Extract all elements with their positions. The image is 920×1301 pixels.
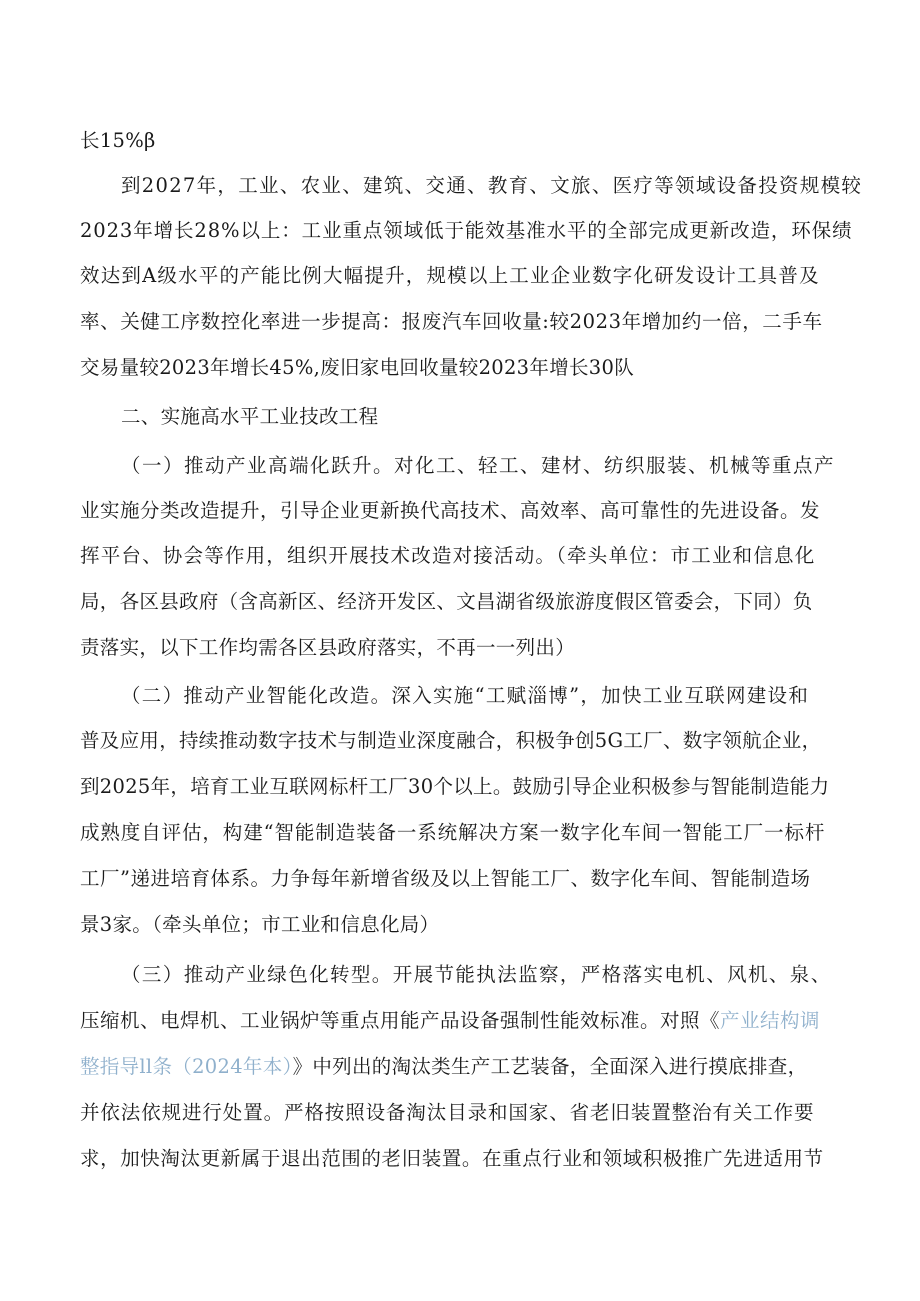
text-line [80,1054,807,1080]
text-line: 并依法依规进行处置。严格按照设备淘汰目录和国家、省老旧装置整治有关工作要 [80,1101,815,1124]
text-line: 挥平台、协会等作用，组织开展技术改造对接活动。（牵头单位：市工业和信息化 [80,544,816,567]
text-line: 普及应用，持续推动数字技术与制造业深度融合，积极争创5G工厂、数字领航企业， [80,729,822,752]
text-line: 责落实，以下工作均需各区县政府落实，不再一一列出） [80,636,576,659]
text-line: 长15%β [80,129,156,152]
paragraph-first-line: （三）推动产业绿色化转型。开展节能执法监察，严格落实电机、风机、泉、 [121,963,832,986]
section-heading: 二、实施高水平工业技改工程 [121,405,379,428]
text-line: 2023年增长28%以上：工业重点领域低于能效基准水平的全部完成更新改造，环保绩 [80,219,853,242]
text-line: 局，各区县政府（含高新区、经济开发区、文昌湖省级旅游度假区管委会，下同）负 [80,590,813,613]
text-line: 业实施分类改造提升，引导企业更新换代高技术、高效率、高可靠性的先进设备。发 [80,499,821,522]
text-segment: 》中列出的淘汰类生产工艺装备，全面深入进行摸底排查， [292,1055,808,1078]
regulation-title-link[interactable]: 产业结构调 [720,1009,821,1032]
paragraph-first-line: 到2027年，工业、农业、建筑、交通、教育、文旅、医疗等领域设备投资规模较 [121,174,863,197]
text-line: 成熟度自评估，构建“智能制造装备一系统解决方案一数字化车间一智能工厂一标杆 [80,821,826,844]
text-line: 景3家。（牵头单位；市工业和信息化局） [80,913,440,936]
paragraph-first-line: （二）推动产业智能化改造。深入实施“工赋淄博”，加快工业互联网建设和 [121,684,810,707]
text-line: 率、关健工序数控化率进一步提高：报废汽车回收量:较2023年增加约一倍，二手车 [80,310,823,333]
paragraph-first-line: （一）推动产业高端化跃升。对化工、轻工、建材、纺织服装、机械等重点产 [121,454,836,477]
text-line: 求，加快淘汰更新属于退出范围的老旧装置。在重点行业和领域积极推广先进适用节 [80,1147,824,1170]
text-line: 交易量较2023年增长45%,废旧家电回收量较2023年增长30队 [80,356,635,379]
text-segment: 压缩机、电焊机、工业锅炉等重点用能产品设备强制性能效标准。对照《 [80,1009,721,1032]
text-line [80,1008,820,1034]
regulation-title-link[interactable]: 整指导ll条（2024年本） [80,1055,293,1078]
text-line: 工厂”递进培育体系。力争每年新增省级及以上智能工厂、数字化车间、智能制造场 [80,867,811,890]
text-line: 到2025年，培育工业互联网标杆工厂30个以上。鼓励引导企业积极参与智能制造能力 [80,775,830,798]
text-line: 效达到A级水平的产能比例大幅提升，规模以上工业企业数字化研发设计工具普及 [80,264,820,287]
